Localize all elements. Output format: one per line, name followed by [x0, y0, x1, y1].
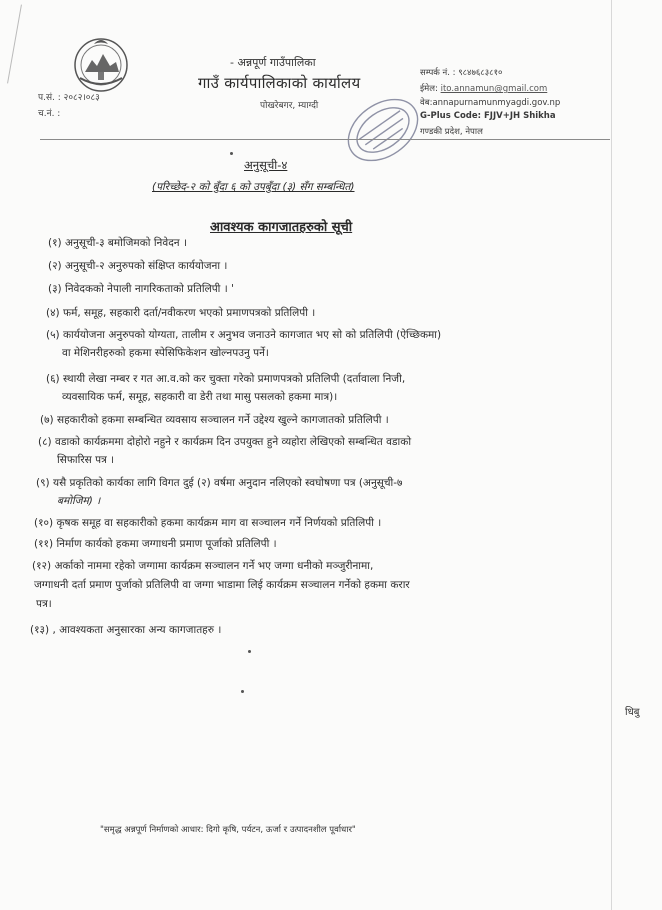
- list-item: (२) अनुसूची-२ अनुरुपको संक्षिप्त कार्ययोजना ।: [48, 260, 228, 272]
- ink-speck: [248, 650, 251, 653]
- document-list-title: आवश्यक कागजातहरुको सूची: [210, 220, 353, 235]
- list-item: (६) स्थायी लेखा नम्बर र गत आ.व.को कर चुक्ता गरेको प्रमाणपत्रको प्रतिलिपी (दर्तावाला निजी,: [46, 373, 406, 385]
- annex-heading: अनुसूची-४: [244, 158, 288, 172]
- header-divider: [40, 139, 610, 140]
- scan-right-edge: [611, 0, 612, 910]
- email-value: ito.annamun@gmail.com: [440, 84, 548, 94]
- list-item: (८) वडाको कार्यक्रममा दोहोरो नहुने र कार्यक्रम दिन उपयुक्त हुने व्यहोरा लेखिएको सम्बन्धित वडाको: [38, 436, 412, 448]
- contact-province: गण्डकी प्रदेश, नेपाल: [420, 127, 483, 137]
- list-item: (५) कार्ययोजना अनुरुपको योग्यता, तालीम र अनुभव जनाउने कागजात भए सो को प्रतिलिपी (ऐच्छिकमा): [46, 329, 442, 341]
- annex-reference: (परिच्छेद-२ को बुँदा ६ को उपबुँदा (३) सँग सम्बन्धित): [152, 181, 355, 193]
- footer-slogan: "समृद्ध अन्नपूर्ण निर्माणको आधार: दिगो कृषि, पर्यटन, ऊर्जा र उत्पादनशील पूर्वाधार": [100, 825, 356, 835]
- list-item: (३) निवेदकको नेपाली नागरिकताको प्रतिलिपी । ': [48, 283, 234, 295]
- list-item: (१३) , आवश्यकता अनुसारका अन्य कागजातहरु ।: [30, 624, 222, 636]
- list-item: (१२) अर्काको नाममा रहेको जग्गामा कार्यक्रम सञ्चालन गर्ने भए जग्गा धनीको मञ्जुरीनामा,: [32, 560, 374, 572]
- list-item: (११) निर्माण कार्यको हकमा जग्गाधनी प्रमाण पूर्जाको प्रतिलिपी ।: [34, 538, 277, 550]
- list-item-continuation: वा मेशिनरीहरुको हकमा स्पेसिफिकेशन खोल्नपउनु पर्ने।: [62, 347, 269, 359]
- cropped-side-text: धिबु: [625, 707, 640, 718]
- email-label: ईमेल:: [420, 84, 438, 94]
- ink-speck: [230, 152, 233, 155]
- contact-plus-code: G-Plus Code: FJJV+JH Shikha: [420, 111, 556, 121]
- nepal-government-emblem-icon: [70, 32, 132, 94]
- reference-number: प.सं. : २०८२।०८३: [38, 93, 100, 103]
- contact-phone: सम्पर्क नं. : ९८४७६८३८१०: [420, 68, 503, 78]
- web-value: annapurnamunmyagdi.gov.np: [432, 98, 561, 108]
- list-item: (७) सहकारीको हकमा सम्बन्धित व्यवसाय सञ्चालन गर्ने उद्देश्य खुल्ने कागजातको प्रतिलिपी ।: [40, 414, 389, 426]
- list-item-continuation: बमोजिम) ।: [57, 495, 101, 507]
- ink-speck: [241, 690, 244, 693]
- list-item-continuation: पत्र।: [36, 598, 52, 610]
- scan-edge-mark: [7, 5, 22, 84]
- municipality-name: - अन्नपूर्ण गाउँपालिका: [230, 56, 316, 69]
- office-address: पोखरेबगर, म्याग्दी: [260, 101, 319, 111]
- office-seal-stamp-icon: [338, 80, 428, 175]
- list-item: (१) अनुसूची-३ बमोजिमको निवेदन ।: [48, 237, 187, 249]
- list-item-continuation: सिफारिस पत्र ।: [57, 454, 115, 466]
- contact-web: [420, 97, 560, 108]
- office-name: गाउँ कार्यपालिकाको कार्यालय: [198, 74, 361, 92]
- list-item: (९) यसै प्रकृतिको कार्यका लागि विगत दुई (२) वर्षमा अनुदान नलिएको स्वघोषणा पत्र (अनुसूची-७: [36, 477, 403, 489]
- list-item-continuation: जग्गाधनी दर्ता प्रमाण पुर्जाको प्रतिलिपी वा जग्गा भाडामा लिई कार्यक्रम सञ्चालन गर्नेको हकमा करार: [34, 579, 410, 591]
- dispatch-number: च.नं. :: [38, 109, 61, 119]
- list-item-continuation: व्यवसायिक फर्म, समूह, सहकारी वा डेरी तथा मासु पसलको हकमा मात्र)।: [62, 391, 338, 403]
- list-item: (४) फर्म, समूह, सहकारी दर्ता/नवीकरण भएको प्रमाणपत्रको प्रतिलिपी ।: [46, 307, 316, 319]
- list-item: (१०) कृषक समूह वा सहकारीको हकमा कार्यक्रम माग वा सञ्चालन गर्ने निर्णयको प्रतिलिपी ।: [34, 517, 382, 529]
- contact-email: [420, 83, 547, 94]
- web-label: वेब:: [420, 98, 433, 108]
